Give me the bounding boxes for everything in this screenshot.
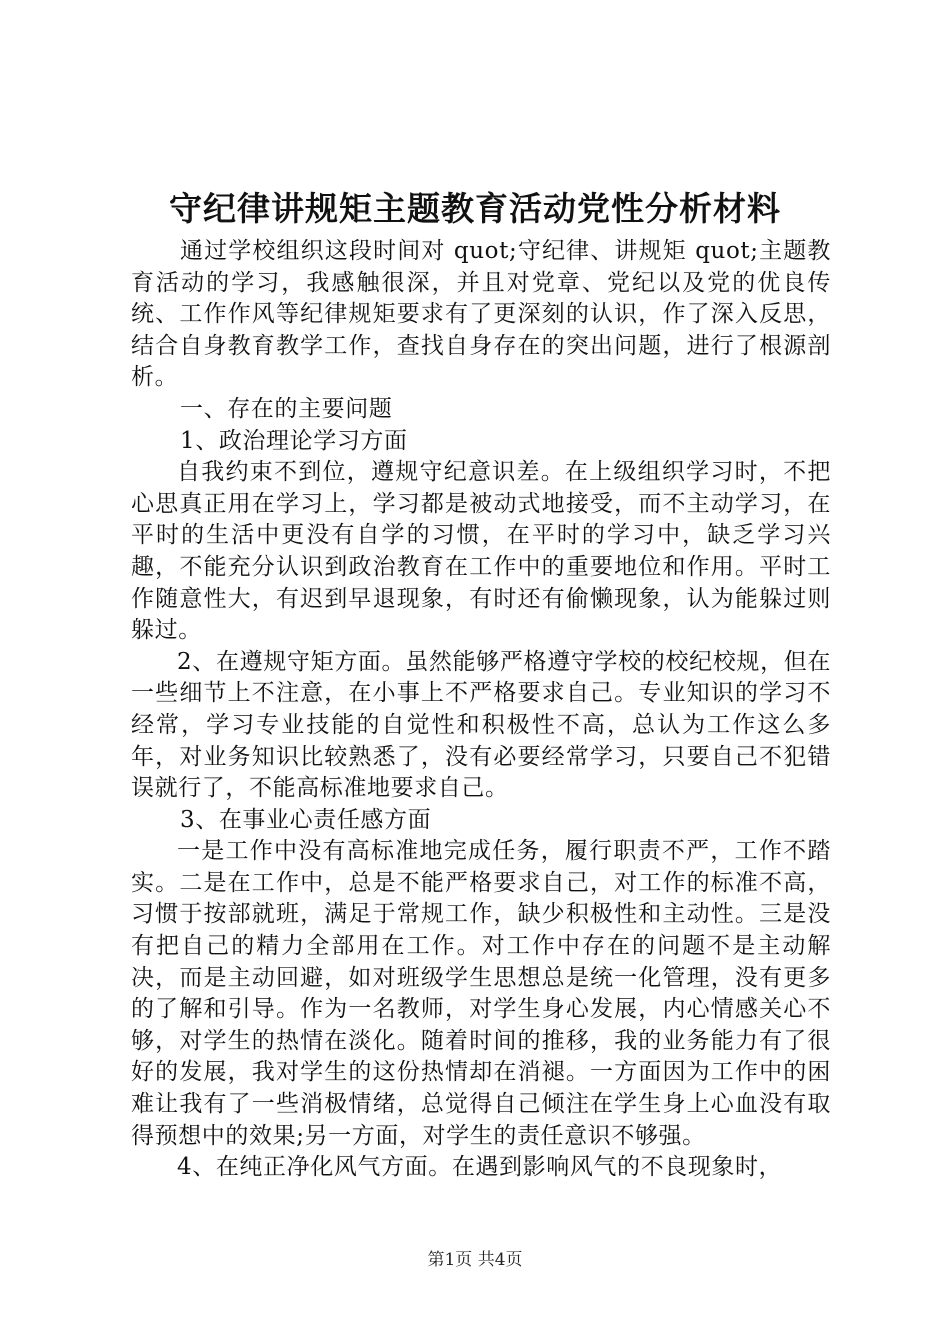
paragraph-rules-compliance: 2、在遵规守矩方面。虽然能够严格遵守学校的校纪校规，但在一些细节上不注意，在小事上不严格要求自己。专业知识的学习不经常，学习专业技能的自觉性和积极性不高，总认为工作这么多年，对业务知识比较熟悉了，没有必要经常学习，只要自己不犯错误就行了，不能高标准地要求自己。 <box>131 648 831 802</box>
paragraph-intro: 通过学校组织这段时间对 quot;守纪律、讲规矩 quot;主题教育活动的学习，我感触很深，并且对党章、党纪以及党的优良传统、工作作风等纪律规矩要求有了更深刻的认识，作了深入反思，结合自身教育教学工作，查找自身存在的突出问题，进行了根源剖析。 <box>131 238 831 391</box>
subsection-heading-political-theory: 1、政治理论学习方面 <box>180 427 408 454</box>
paragraph-political-theory: 自我约束不到位，遵规守纪意识差。在上级组织学习时，不把心思真正用在学习上，学习都是被动式地接受，而不主动学习，在平时的生活中更没有自学的习惯，在平时的学习中，缺乏学习兴趣，不能充分认识到政治教育在工作中的重要地位和作用。平时工作随意性大，有迟到早退现象，有时还有偷懒现象，认为能躲过则躲过。 <box>131 459 831 644</box>
document-body <box>131 236 831 1184</box>
document-title: 守纪律讲规矩主题教育活动党性分析材料 <box>169 189 781 228</box>
page-footer: 第1页 共4页 <box>427 1250 523 1270</box>
subsection-heading-responsibility: 3、在事业心责任感方面 <box>180 806 432 833</box>
section-heading-main-problems: 一、存在的主要问题 <box>180 395 393 422</box>
paragraph-responsibility: 一是工作中没有高标准地完成任务，履行职责不严，工作不踏实。二是在工作中，总是不能严格要求自己，对工作的标准不高，习惯于按部就班，满足于常规工作，缺少积极性和主动性。三是没有把自己的精力全部用在工作。对工作中存在的问题不是主动解决，而是主动回避，如对班级学生思想总是统一化管理，没有更多的了解和引导。作为一名教师，对学生身心发展，内心情感关心不够，对学生的热情在淡化。随着时间的推移，我的业务能力有了很好的发展，我对学生的这份热情却在消褪。一方面因为工作中的困难让我有了一些消极情绪，总觉得自己倾注在学生身上心血没有取得预想中的效果;另一方面，对学生的责任意识不够强。 <box>131 838 831 1149</box>
paragraph-purify-atmosphere: 4、在纯正净化风气方面。在遇到影响风气的不良现象时， <box>177 1154 783 1181</box>
